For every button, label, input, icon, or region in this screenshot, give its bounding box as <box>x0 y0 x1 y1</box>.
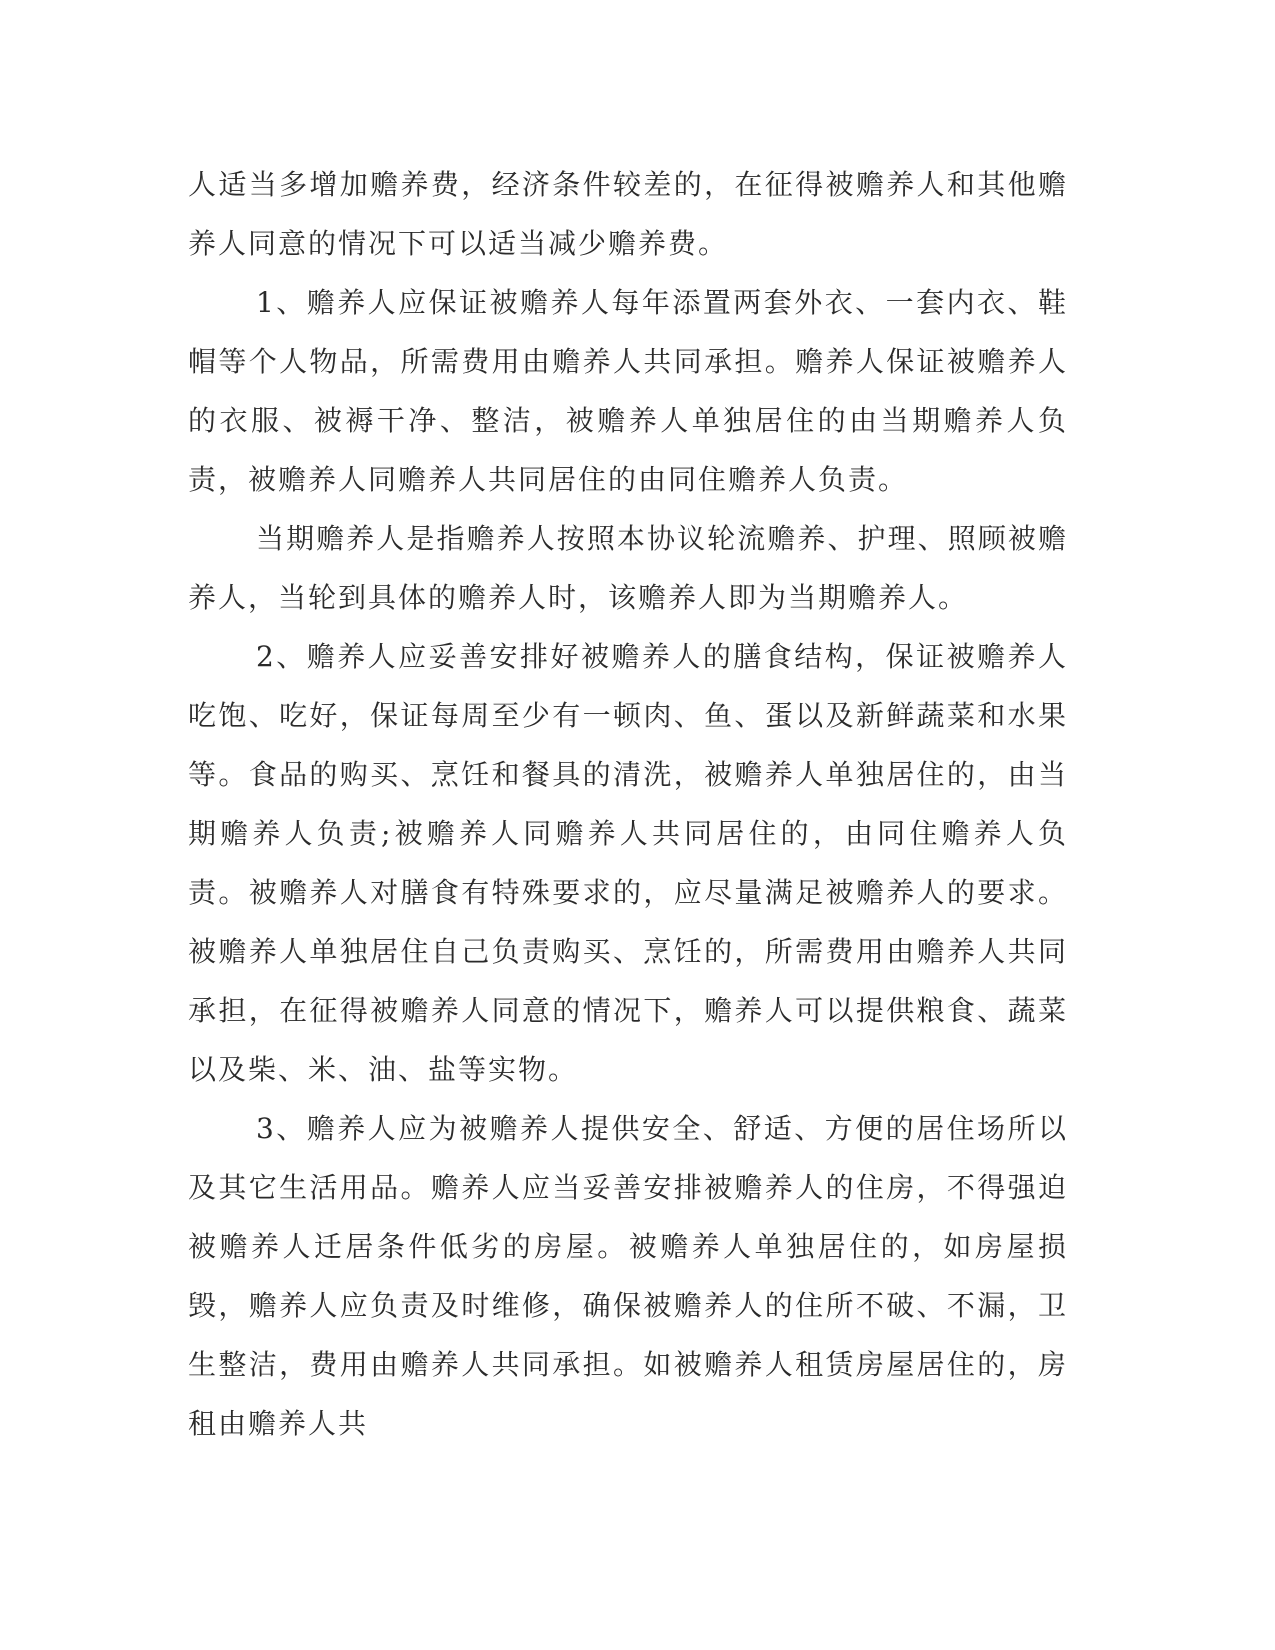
paragraph-clause-3: 3、赡养人应为被赡养人提供安全、舒适、方便的居住场所以及其它生活用品。赡养人应当妥善安排被赡养人的住房，不得强迫被赡养人迁居条件低劣的房屋。被赡养人单独居住的，如房屋损毁，赡养人应负责及时维修，确保被赡养人的住所不破、不漏，卫生整洁，费用由赡养人共同承担。如被赡养人租赁房屋居住的，房租由赡养人共 <box>188 1112 1068 1440</box>
paragraph-definition: 当期赡养人是指赡养人按照本协议轮流赡养、护理、照顾被赡养人，当轮到具体的赡养人时，该赡养人即为当期赡养人。 <box>188 522 1068 614</box>
paragraph-clause-1: 1、赡养人应保证被赡养人每年添置两套外衣、一套内衣、鞋帽等个人物品，所需费用由赡养人共同承担。赡养人保证被赡养人的衣服、被褥干净、整洁，被赡养人单独居住的由当期赡养人负责，被赡养人同赡养人共同居住的由同住赡养人负责。 <box>188 286 1068 496</box>
document-body <box>188 155 1068 1453</box>
paragraph-continuation: 人适当多增加赡养费，经济条件较差的，在征得被赡养人和其他赡养人同意的情况下可以适当减少赡养费。 <box>188 168 1068 260</box>
paragraph-clause-2: 2、赡养人应妥善安排好被赡养人的膳食结构，保证被赡养人吃饱、吃好，保证每周至少有一顿肉、鱼、蛋以及新鲜蔬菜和水果等。食品的购买、烹饪和餐具的清洗，被赡养人单独居住的，由当期赡养人负责;被赡养人同赡养人共同居住的，由同住赡养人负责。被赡养人对膳食有特殊要求的，应尽量满足被赡养人的要求。被赡养人单独居住自己负责购买、烹饪的，所需费用由赡养人共同承担，在征得被赡养人同意的情况下，赡养人可以提供粮食、蔬菜以及柴、米、油、盐等实物。 <box>188 640 1068 1086</box>
